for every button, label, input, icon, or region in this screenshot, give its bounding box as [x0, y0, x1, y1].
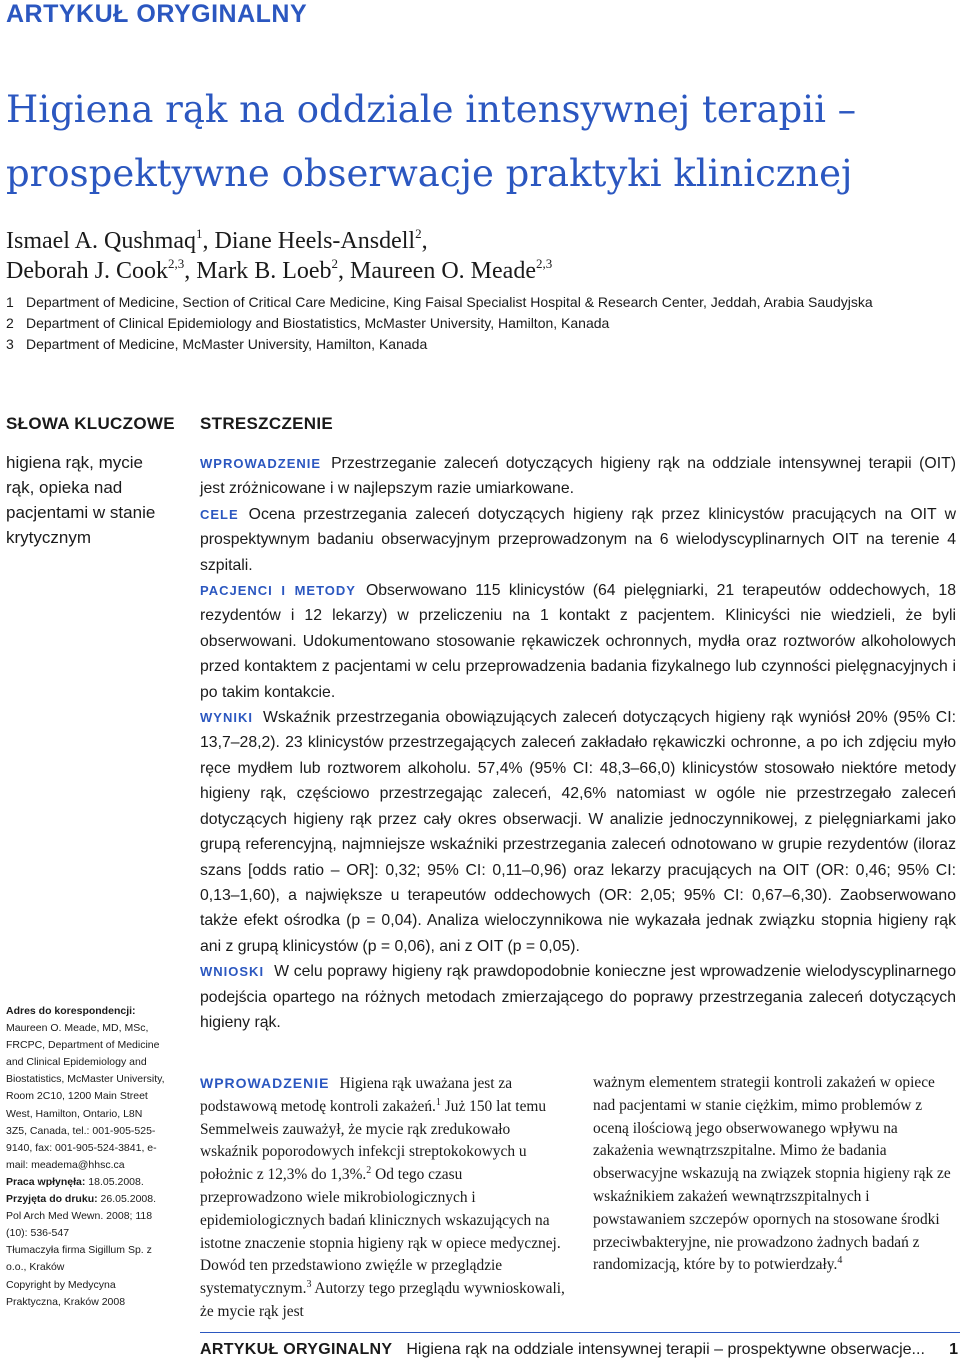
author-name: Deborah J. Cook [6, 258, 168, 284]
citation: Pol Arch Med Wewn. 2008; 118 (10): 536-547 [6, 1210, 153, 1240]
introduction-text: Już 150 lat temu Semmelweis zauważył, że mycie rąk zredukowało wskaźnik poporodowych infekcji streptokokowych u położnic z 12,3% do 1,3%. [200, 1097, 547, 1184]
affiliation-number: 2 [6, 315, 14, 331]
reference-mark: 2 [366, 1165, 372, 1177]
reference-mark: 1 [435, 1096, 441, 1108]
abstract-section-label: PACJENCI I METODY [200, 583, 356, 599]
author-separator: , [421, 228, 428, 254]
author-separator: , [184, 258, 197, 284]
abstract-section-label: CELE [200, 506, 239, 522]
reference-mark: 4 [837, 1255, 843, 1267]
author-name: Maureen O. Meade [350, 258, 536, 284]
affiliation-text: Department of Medicine, McMaster University, Hamilton, Kanada [26, 336, 428, 352]
reference-mark: 3 [306, 1279, 312, 1291]
affiliation-list [6, 292, 956, 355]
introduction-text: Higiena rąk uważana jest za podstawową metodę kontroli zakażeń. [200, 1075, 513, 1115]
accepted-date: 26.05.2008. [100, 1193, 156, 1206]
author-name: Ismael A. Qushmaq [6, 228, 196, 254]
page-footer [200, 1341, 958, 1359]
author-affiliation-mark: 2 [415, 226, 422, 241]
abstract-section [200, 451, 956, 502]
author-name: Mark B. Loeb [196, 258, 332, 284]
correspondence-box [6, 1003, 166, 1311]
abstract-section [200, 705, 956, 959]
page-number: 1 [949, 1341, 958, 1358]
affiliation-item [6, 292, 956, 313]
introduction-heading: WPROWADZENIE [200, 1075, 330, 1091]
footer-section-label: ARTYKUŁ ORYGINALNY [200, 1341, 393, 1358]
section-label: ARTYKUŁ ORYGINALNY [6, 0, 308, 28]
footer-running-title: Higiena rąk na oddziale intensywnej terapii – prospektywne obserwacje... [406, 1341, 925, 1358]
received-label: Praca wpłynęła: [6, 1175, 86, 1188]
affiliation-number: 1 [6, 294, 14, 310]
affiliation-text: Department of Clinical Epidemiology and Biostatistics, McMaster University, Hamilton, Kanada [26, 315, 610, 331]
introduction-text: Autorzy tego przeglądu wywnioskowali, że mycie rąk jest [200, 1280, 565, 1320]
abstract-section-text: Obserwowano 115 klinicystów (64 pielęgniarki, 21 terapeutów oddechowych, 18 rezydentów i 12 lekarzy) w przeliczeniu na 1 kontakt z pacjentem. Klinicyści nie wiedzieli, że byli obserwowani. Udokumentowano stosowanie rękawiczek ochronnych, mydła oraz roztworów alkoholowych przed kontaktem z pacjentami w celu przeprowadzenia badania fizykalnego lub czynności pielęgnacyjnych i po takim kontakcie. [200, 582, 956, 701]
author-separator: , [338, 258, 351, 284]
abstract-heading: STRESZCZENIE [200, 414, 334, 433]
abstract-section-text: Wskaźnik przestrzegania obowiązujących zaleceń dotyczących higieny rąk wyniósł 20% (95% CI: 13,7–28,2). 23 klinicystów przestrzegających zaleceń zakładało rękawiczki ochronne, a po ich zdjęciu myło ręce mydłem lub roztworem alkoholu. 57,4% (95% CI: 48,3–66,0) klinicystów stosowało niektóre metody higieny rąk, częściowo przestrzegając zaleceń, 42,6% natomiast w ogóle nie przestrzegało zaleceń dotyczących higieny rąk przez cały okres obserwacji. W analizie jednoczynnikowej, z pielęgniarkami jako grupą referencyjną, najmniejsze wskaźniki przestrzegania zaleceń odnotowano w grupie rezydentów (iloraz szans [odds ratio – OR]: 0,32; 95% CI: 0,11–0,96) oraz lekarzy pracujących na OIT (OR: 0,46; 95% CI: 0,13–1,60), a największe u terapeutów oddechowych (OR: 2,05; 95% CI: 0,67–6,30). Zaobserwowano także efekt ośrodka (p = 0,04). Analiza wieloczynnikowa nie wykazała jednak związku stopnia higieny rąk ani z grupą klinicystów (p = 0,06), ani z OIT (p = 0,05). [200, 709, 956, 955]
affiliation-text: Department of Medicine, Section of Critical Care Medicine, King Faisal Specialist Hospital & Research Center, Jeddah, Arabia Saudyjska [26, 294, 873, 310]
received-date: 18.05.2008. [88, 1175, 144, 1188]
keywords-heading: SŁOWA KLUCZOWE [6, 414, 175, 433]
footer-divider [200, 1332, 960, 1333]
abstract-section-text: Ocena przestrzegania zaleceń dotyczących higieny rąk przez klinicystów pracujących na OIT w prospektywnym badaniu obserwacyjnym przeprowadzonym na 6 wielodyscyplinarnych OIT na terenie 4 szpitali. [200, 505, 956, 574]
affiliation-item [6, 334, 956, 355]
author-list [6, 226, 946, 286]
introduction-text: ważnym elementem strategii kontroli zakażeń w opiece nad pacjentami w stanie ciężkim, mimo problemów z oceną ilościową jego obserwowanego wpływu na zakażenia wewnątrzszpitalne. Mimo że badania obserwacyjne wskazują na związek stopnia higieny rąk ze wskaźnikiem zakażeń wewnątrzszpitalnych i powstawaniem szczepów opornych na stosowane środki przeciwbakteryjne, nie prowadzono żadnych badań z randomizacją, które by to potwierdzały. [593, 1074, 951, 1274]
author-name: Diane Heels-Ansdell [214, 228, 416, 254]
abstract-section-text: Przestrzeganie zaleceń dotyczących higieny rąk na oddziale intensywnej terapii (OIT) jest zróżnicowane i w najlepszym razie umiarkowane. [200, 455, 956, 498]
abstract-section [200, 502, 956, 578]
introduction-column-right [593, 1072, 957, 1277]
copyright-note: Copyright by Medycyna Praktyczna, Kraków 2008 [6, 1278, 126, 1308]
keywords-text: higiena rąk, mycie rąk, opieka nad pacjentami w stanie krytycznym [6, 453, 156, 547]
abstract-section [200, 578, 956, 705]
abstract-section-label: WPROWADZENIE [200, 456, 322, 471]
author-affiliation-mark: 2,3 [535, 256, 553, 271]
introduction-text: Od tego czasu przeprowadzono wiele mikrobiologicznych i epidemiologicznych badań klinicznych wskazujących na istotne znaczenie stopnia higieny rąk w opiece medycznej. Dowód ten przedstawiono zwięźle w przeglądzie systematycznym. [200, 1166, 561, 1298]
author-affiliation-mark: 1 [195, 226, 203, 241]
abstract-section [200, 959, 956, 1035]
abstract-section-label: WYNIKI [200, 710, 253, 726]
introduction-column-left [200, 1072, 565, 1324]
author-separator: , [202, 228, 215, 254]
affiliation-item [6, 313, 956, 334]
affiliation-number: 3 [6, 336, 14, 352]
accepted-label: Przyjęta do druku: [6, 1193, 98, 1206]
correspondence-text: Maureen O. Meade, MD, MSc, FRCPC, Department of Medicine and Clinical Epidemiology and Biostatistics, McMaster University, Room 2C10, 1200 Main Street West, Hamilton, Ontario, L8N 3Z5, Canada, tel.: 001-905-525-9140, fax: 001-905-524-3841, e-mail: meadema@hhsc.ca [6, 1022, 165, 1171]
article-title: Higiena rąk na oddziale intensywnej terapii – prospektywne obserwacje praktyki klinicznej [6, 88, 857, 195]
abstract-section-label: WNIOSKI [200, 964, 265, 980]
abstract-body [200, 451, 956, 1035]
abstract-section-text: W celu poprawy higieny rąk prawdopodobnie konieczne jest wprowadzenie wielodyscyplinarnego podejścia opartego na różnych metodach zmierzającego do poprawy przestrzegania zaleceń dotyczących higieny rąk. [200, 963, 956, 1031]
correspondence-label: Adres do korespondencji: [6, 1005, 136, 1017]
translation-note: Tłumaczyła firma Sigillum Sp. z o.o., Kraków [6, 1244, 152, 1274]
author-affiliation-mark: 2,3 [167, 256, 185, 271]
author-affiliation-mark: 2 [331, 256, 339, 271]
